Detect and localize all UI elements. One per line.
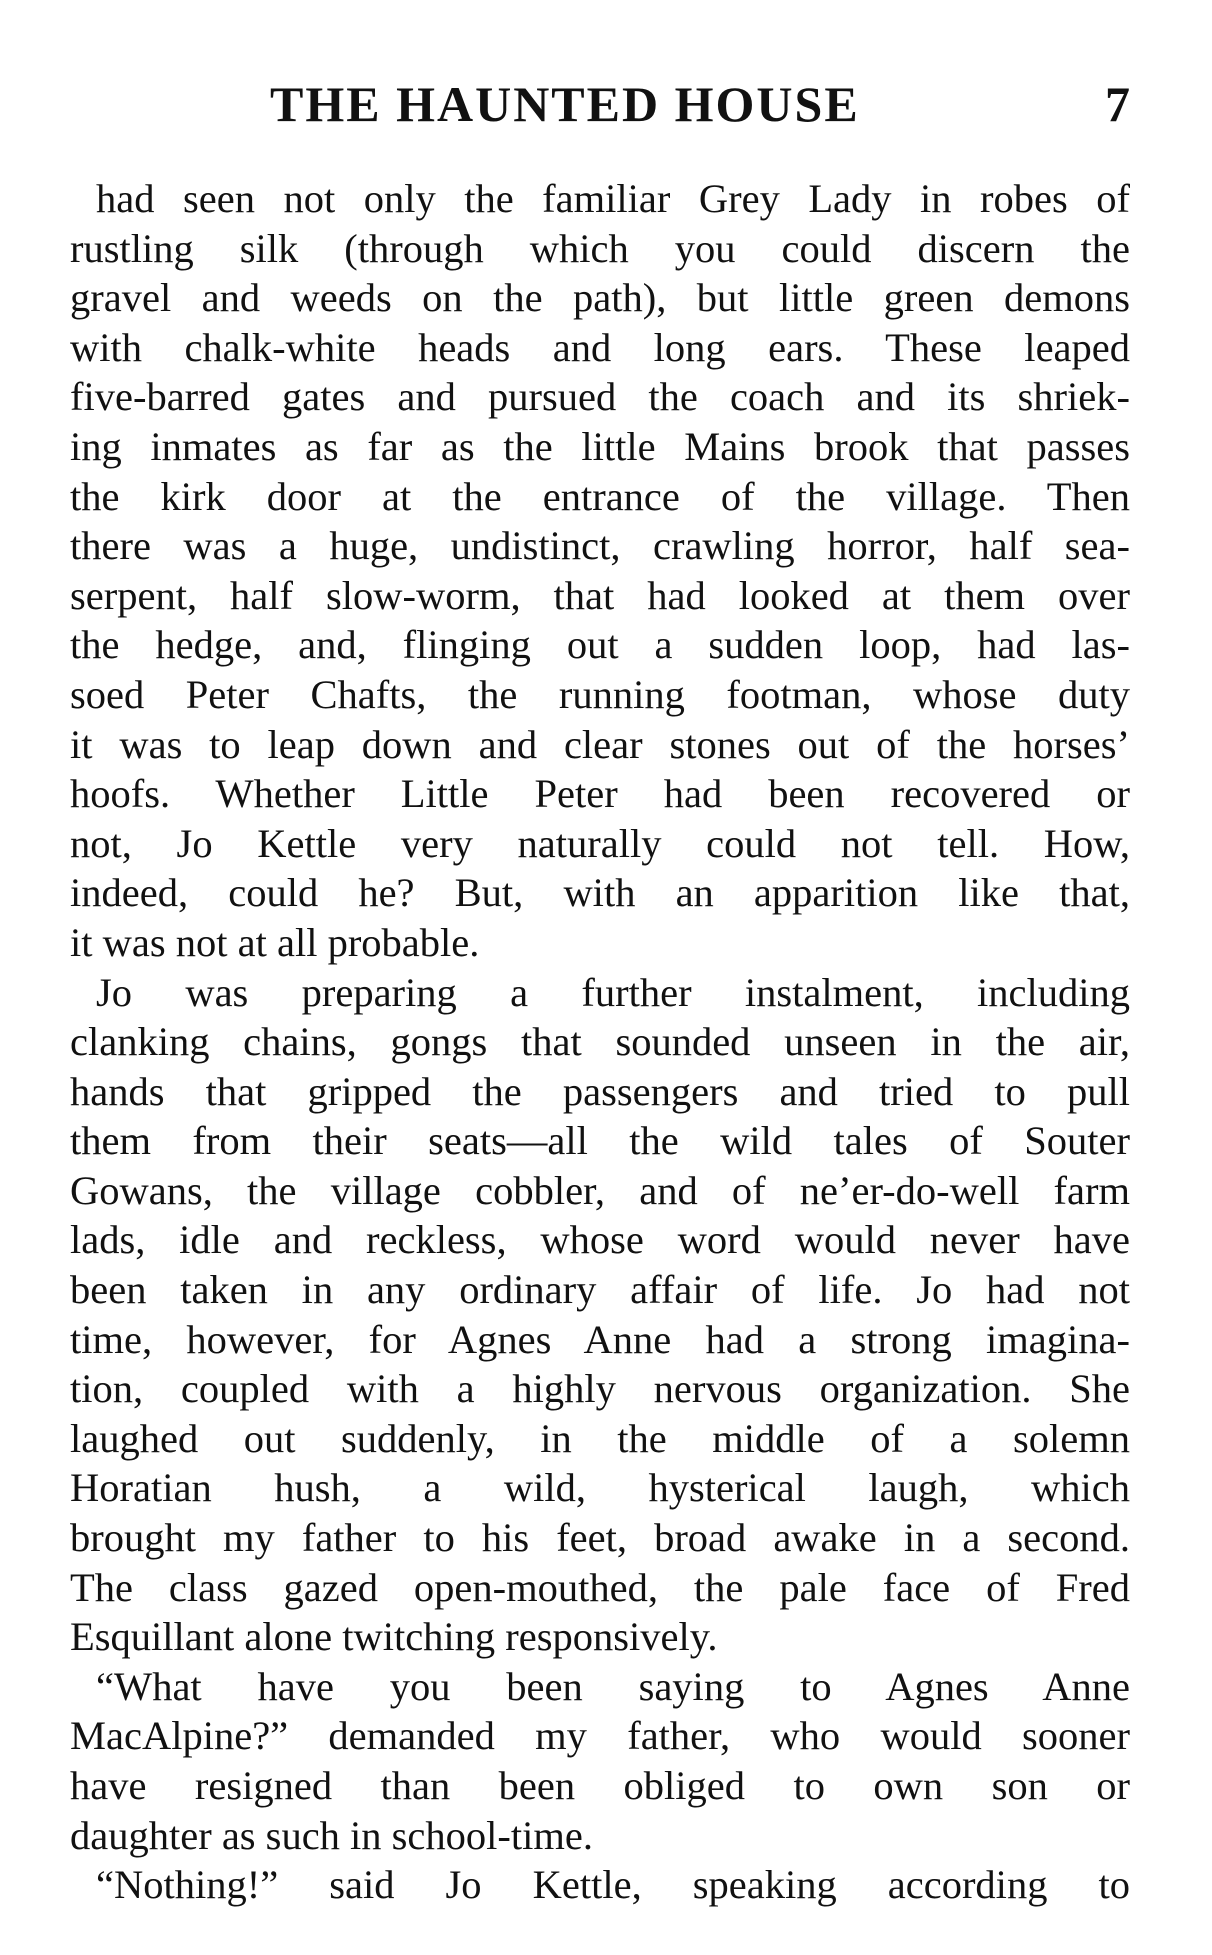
running-head [70, 74, 1130, 134]
text-line: The class gazed open-mouthed, the pale face of Fred [70, 1564, 1130, 1610]
text-line: have resigned than been obliged to own son or [70, 1763, 1130, 1808]
text-line: “What have you been saying to Agnes Anne [96, 1663, 1130, 1709]
text-line: lads, idle and reckless, whose word would never have [70, 1217, 1130, 1263]
text-line: ing inmates as far as the little Mains brook that passes [70, 423, 1130, 469]
text-line: tion, coupled with a highly nervous organization. She [70, 1366, 1130, 1412]
text-line: it was not at all probable. [70, 919, 480, 965]
text-line: them from their seats—all the wild tales of Souter [70, 1118, 1130, 1164]
text-line: Esquillant alone twitching responsively. [70, 1614, 718, 1660]
text-line: had seen not only the familiar Grey Lady in robes of [96, 176, 1130, 221]
text-line: gravel and weeds on the path), but little green demons [70, 275, 1130, 321]
text-line: time, however, for Agnes Anne had a strong imagina- [70, 1316, 1130, 1362]
body-text [70, 174, 1130, 1910]
text-line: clanking chains, gongs that sounded unseen in the air, [70, 1019, 1130, 1065]
text-line: been taken in any ordinary affair of life. Jo had not [70, 1267, 1130, 1313]
paragraph [70, 968, 1130, 1662]
text-line: the kirk door at the entrance of the village. Then [70, 473, 1130, 519]
text-line: soed Peter Chafts, the running footman, whose duty [70, 671, 1130, 717]
text-line: Jo was preparing a further instalment, including [96, 969, 1130, 1015]
text-line: brought my father to his feet, broad awake in a second. [70, 1515, 1130, 1561]
text-line: five-barred gates and pursued the coach and its shriek- [70, 374, 1130, 420]
text-line: Gowans, the village cobbler, and of ne’er-do-well farm [70, 1167, 1130, 1213]
text-line: daughter as such in school-time. [70, 1812, 593, 1858]
text-line: indeed, could he? But, with an apparition like that, [70, 870, 1130, 916]
running-title: THE HAUNTED HOUSE [270, 76, 860, 132]
text-line: with chalk-white heads and long ears. These leaped [70, 324, 1130, 370]
text-line: rustling silk (through which you could discern the [70, 225, 1130, 271]
text-line: MacAlpine?” demanded my father, who would sooner [70, 1713, 1130, 1759]
paragraph [70, 1662, 1130, 1860]
paragraph [70, 1860, 1130, 1910]
text-line: hoofs. Whether Little Peter had been recovered or [70, 771, 1130, 817]
text-line: there was a huge, undistinct, crawling horror, half sea- [70, 523, 1130, 569]
text-line: laughed out suddenly, in the middle of a solemn [70, 1415, 1130, 1461]
text-line: Horatian hush, a wild, hysterical laugh, which [70, 1465, 1130, 1511]
text-line: the hedge, and, flinging out a sudden loop, had las- [70, 622, 1130, 668]
text-line: serpent, half slow-worm, that had looked at them over [70, 572, 1130, 618]
page-number: 7 [1105, 76, 1130, 132]
paragraph [70, 174, 1130, 968]
text-line: hands that gripped the passengers and tried to pull [70, 1068, 1130, 1114]
text-line: not, Jo Kettle very naturally could not tell. How, [70, 820, 1130, 866]
text-line: “Nothing!” said Jo Kettle, speaking according to [96, 1862, 1130, 1908]
text-line: it was to leap down and clear stones out of the horses’ [70, 721, 1130, 767]
